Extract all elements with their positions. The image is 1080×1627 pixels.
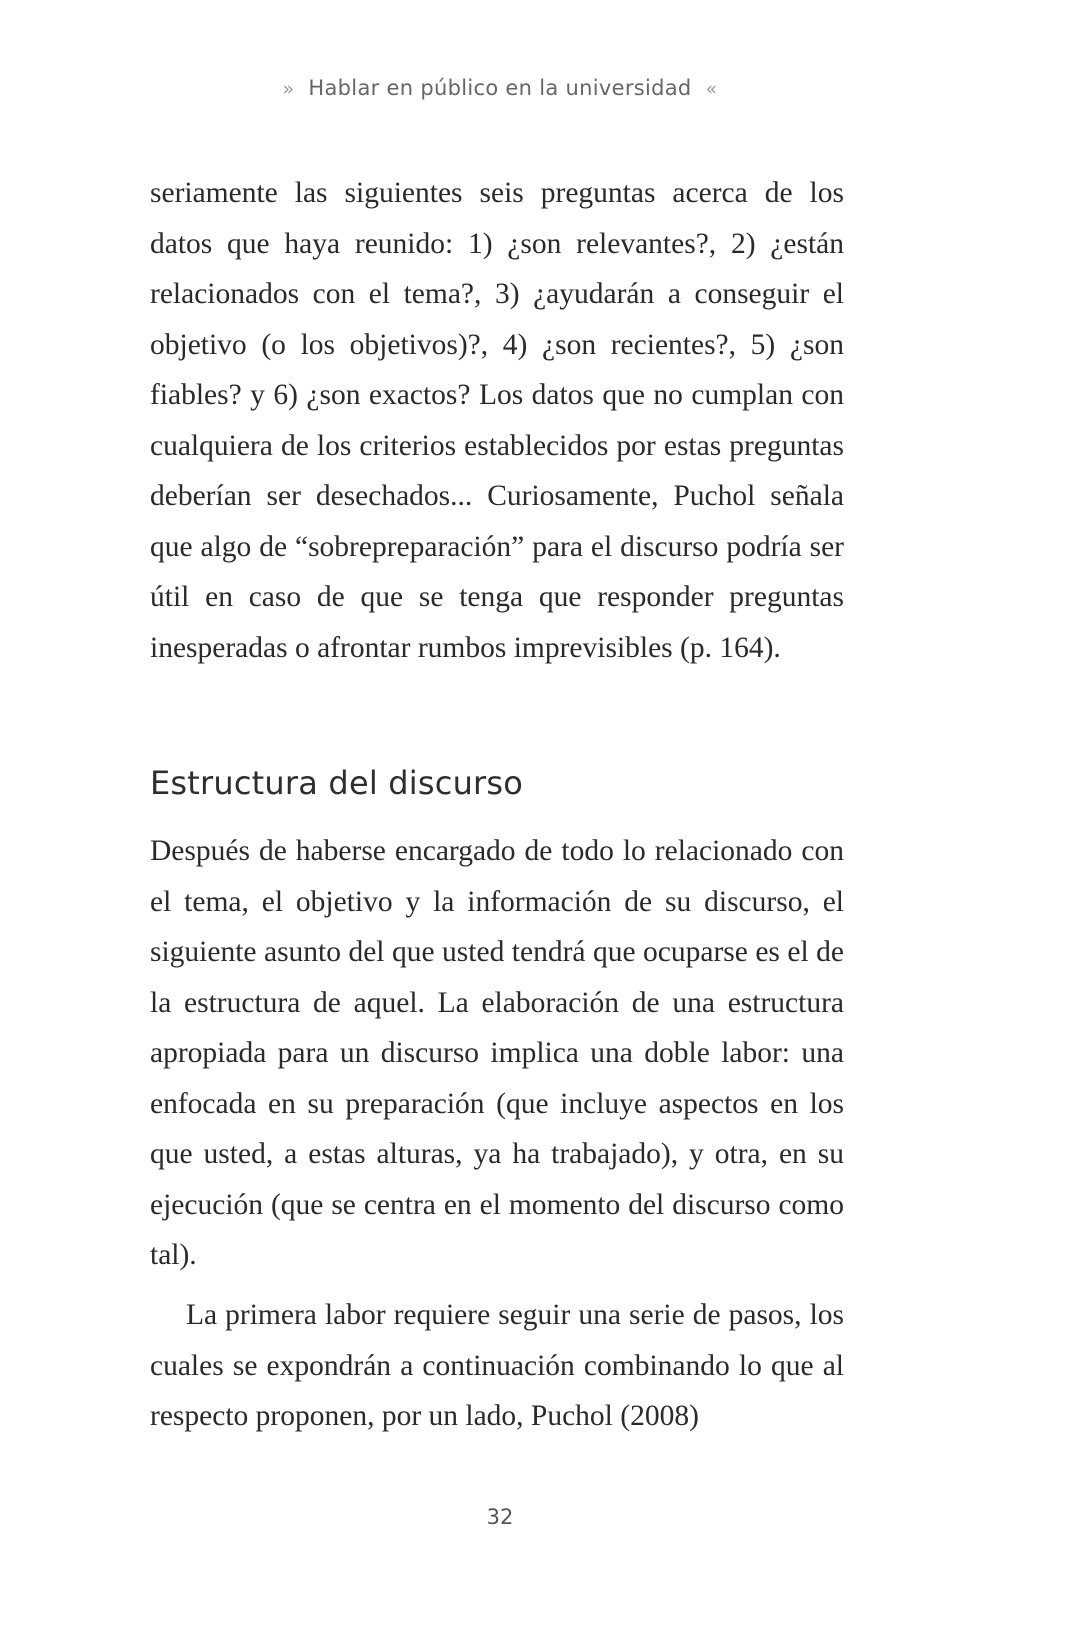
page-number: 32 bbox=[486, 1505, 514, 1529]
header-book-title: Hablar en público en la universidad bbox=[308, 76, 692, 100]
body-paragraph-2 bbox=[150, 826, 844, 1281]
running-header bbox=[0, 76, 1000, 100]
paragraph-3-text: La primera labor requiere seguir una serie de pasos, los cuales se expondrán a continuación combinando lo que al respecto proponen, por un lado, Puchol (2008) bbox=[150, 1299, 844, 1432]
section-heading: Estructura del discurso bbox=[150, 764, 524, 802]
paragraph-2-text: Después de haberse encargado de todo lo relacionado con el tema, el objetivo y la información de su discurso, el siguiente asunto del que usted tendrá que ocuparse es el de la estructura de aquel. La elaboración de una estructura apropiada para un discurso implica una doble labor: una enfocada en su preparación (que incluye aspectos en los que usted, a estas alturas, ya ha trabajado), y otra, en su ejecución (que se centra en el momento del discurso como tal). bbox=[150, 835, 844, 1271]
paragraph-1-text: seriamente las siguientes seis preguntas acerca de los datos que haya reunido: 1) ¿son relevantes?, 2) ¿están relacionados con el tema?, 3) ¿ayudarán a conseguir el objetivo (o los objetivos)?, 4) ¿son recientes?, 5) ¿son fiables? y 6) ¿son exactos? Los datos que no cumplan con cualquiera de los criterios establecidos por estas preguntas deberían ser desechados... Curiosamente, Puchol señala que algo de “sobrepreparación” para el discurso podría ser útil en caso de que se tenga que responder preguntas inesperadas o afrontar rumbos imprevisibles (p. 164). bbox=[150, 177, 844, 664]
body-paragraph-3 bbox=[150, 1290, 844, 1442]
header-left-guillemet: » bbox=[282, 78, 295, 100]
body-paragraph-1 bbox=[150, 168, 844, 673]
header-right-guillemet: « bbox=[705, 78, 718, 100]
